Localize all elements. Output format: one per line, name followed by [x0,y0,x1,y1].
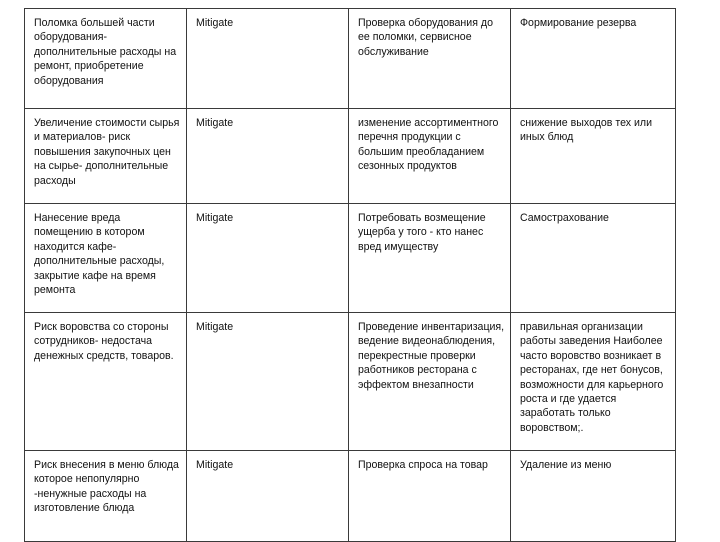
risk-cell: Поломка большей части оборудования- дополнительные расходы на ремонт, приобретение оборудования [25,9,187,109]
table-row [25,9,676,109]
risk-table [24,8,676,542]
risk-cell: Риск внесения в меню блюда которое непопулярно -ненужные расходы на изготовление блюда [25,451,187,542]
action-cell: Формирование резерва [511,9,676,109]
strategy-cell: Mitigate [187,313,349,451]
strategy-cell: Mitigate [187,109,349,204]
measure-cell: Проведение инвентаризация, ведение видеонаблюдения, перекрестные проверки работников ресторана с эффектом внезапности [349,313,511,451]
strategy-cell: Mitigate [187,204,349,313]
strategy-cell: Mitigate [187,451,349,542]
action-cell: Удаление из меню [511,451,676,542]
action-cell: Самострахование [511,204,676,313]
risk-cell: Риск воровства со стороны сотрудников- недостача денежных средств, товаров. [25,313,187,451]
table-row [25,451,676,542]
risk-cell: Нанесение вреда помещению в котором находится кафе- дополнительные расходы, закрытие кафе на время ремонта [25,204,187,313]
risk-cell: Увеличение стоимости сырья и материалов- риск повышения закупочных цен на сырье- дополнительные расходы [25,109,187,204]
table-row [25,313,676,451]
strategy-cell: Mitigate [187,9,349,109]
measure-cell: Проверка оборудования до ее поломки, сервисное обслуживание [349,9,511,109]
measure-cell: изменение ассортиментного перечня продукции с большим преобладанием сезонных продуктов [349,109,511,204]
action-cell: снижение выходов тех или иных блюд [511,109,676,204]
measure-cell: Проверка спроса на товар [349,451,511,542]
action-cell: правильная организации работы заведения Наиболее часто воровство возникает в ресторанах, где нет бонусов, возможности для карьерного роста и где удается заработать только воровством;. [511,313,676,451]
table-row [25,109,676,204]
table-row [25,204,676,313]
measure-cell: Потребовать возмещение ущерба у того - кто нанес вред имуществу [349,204,511,313]
